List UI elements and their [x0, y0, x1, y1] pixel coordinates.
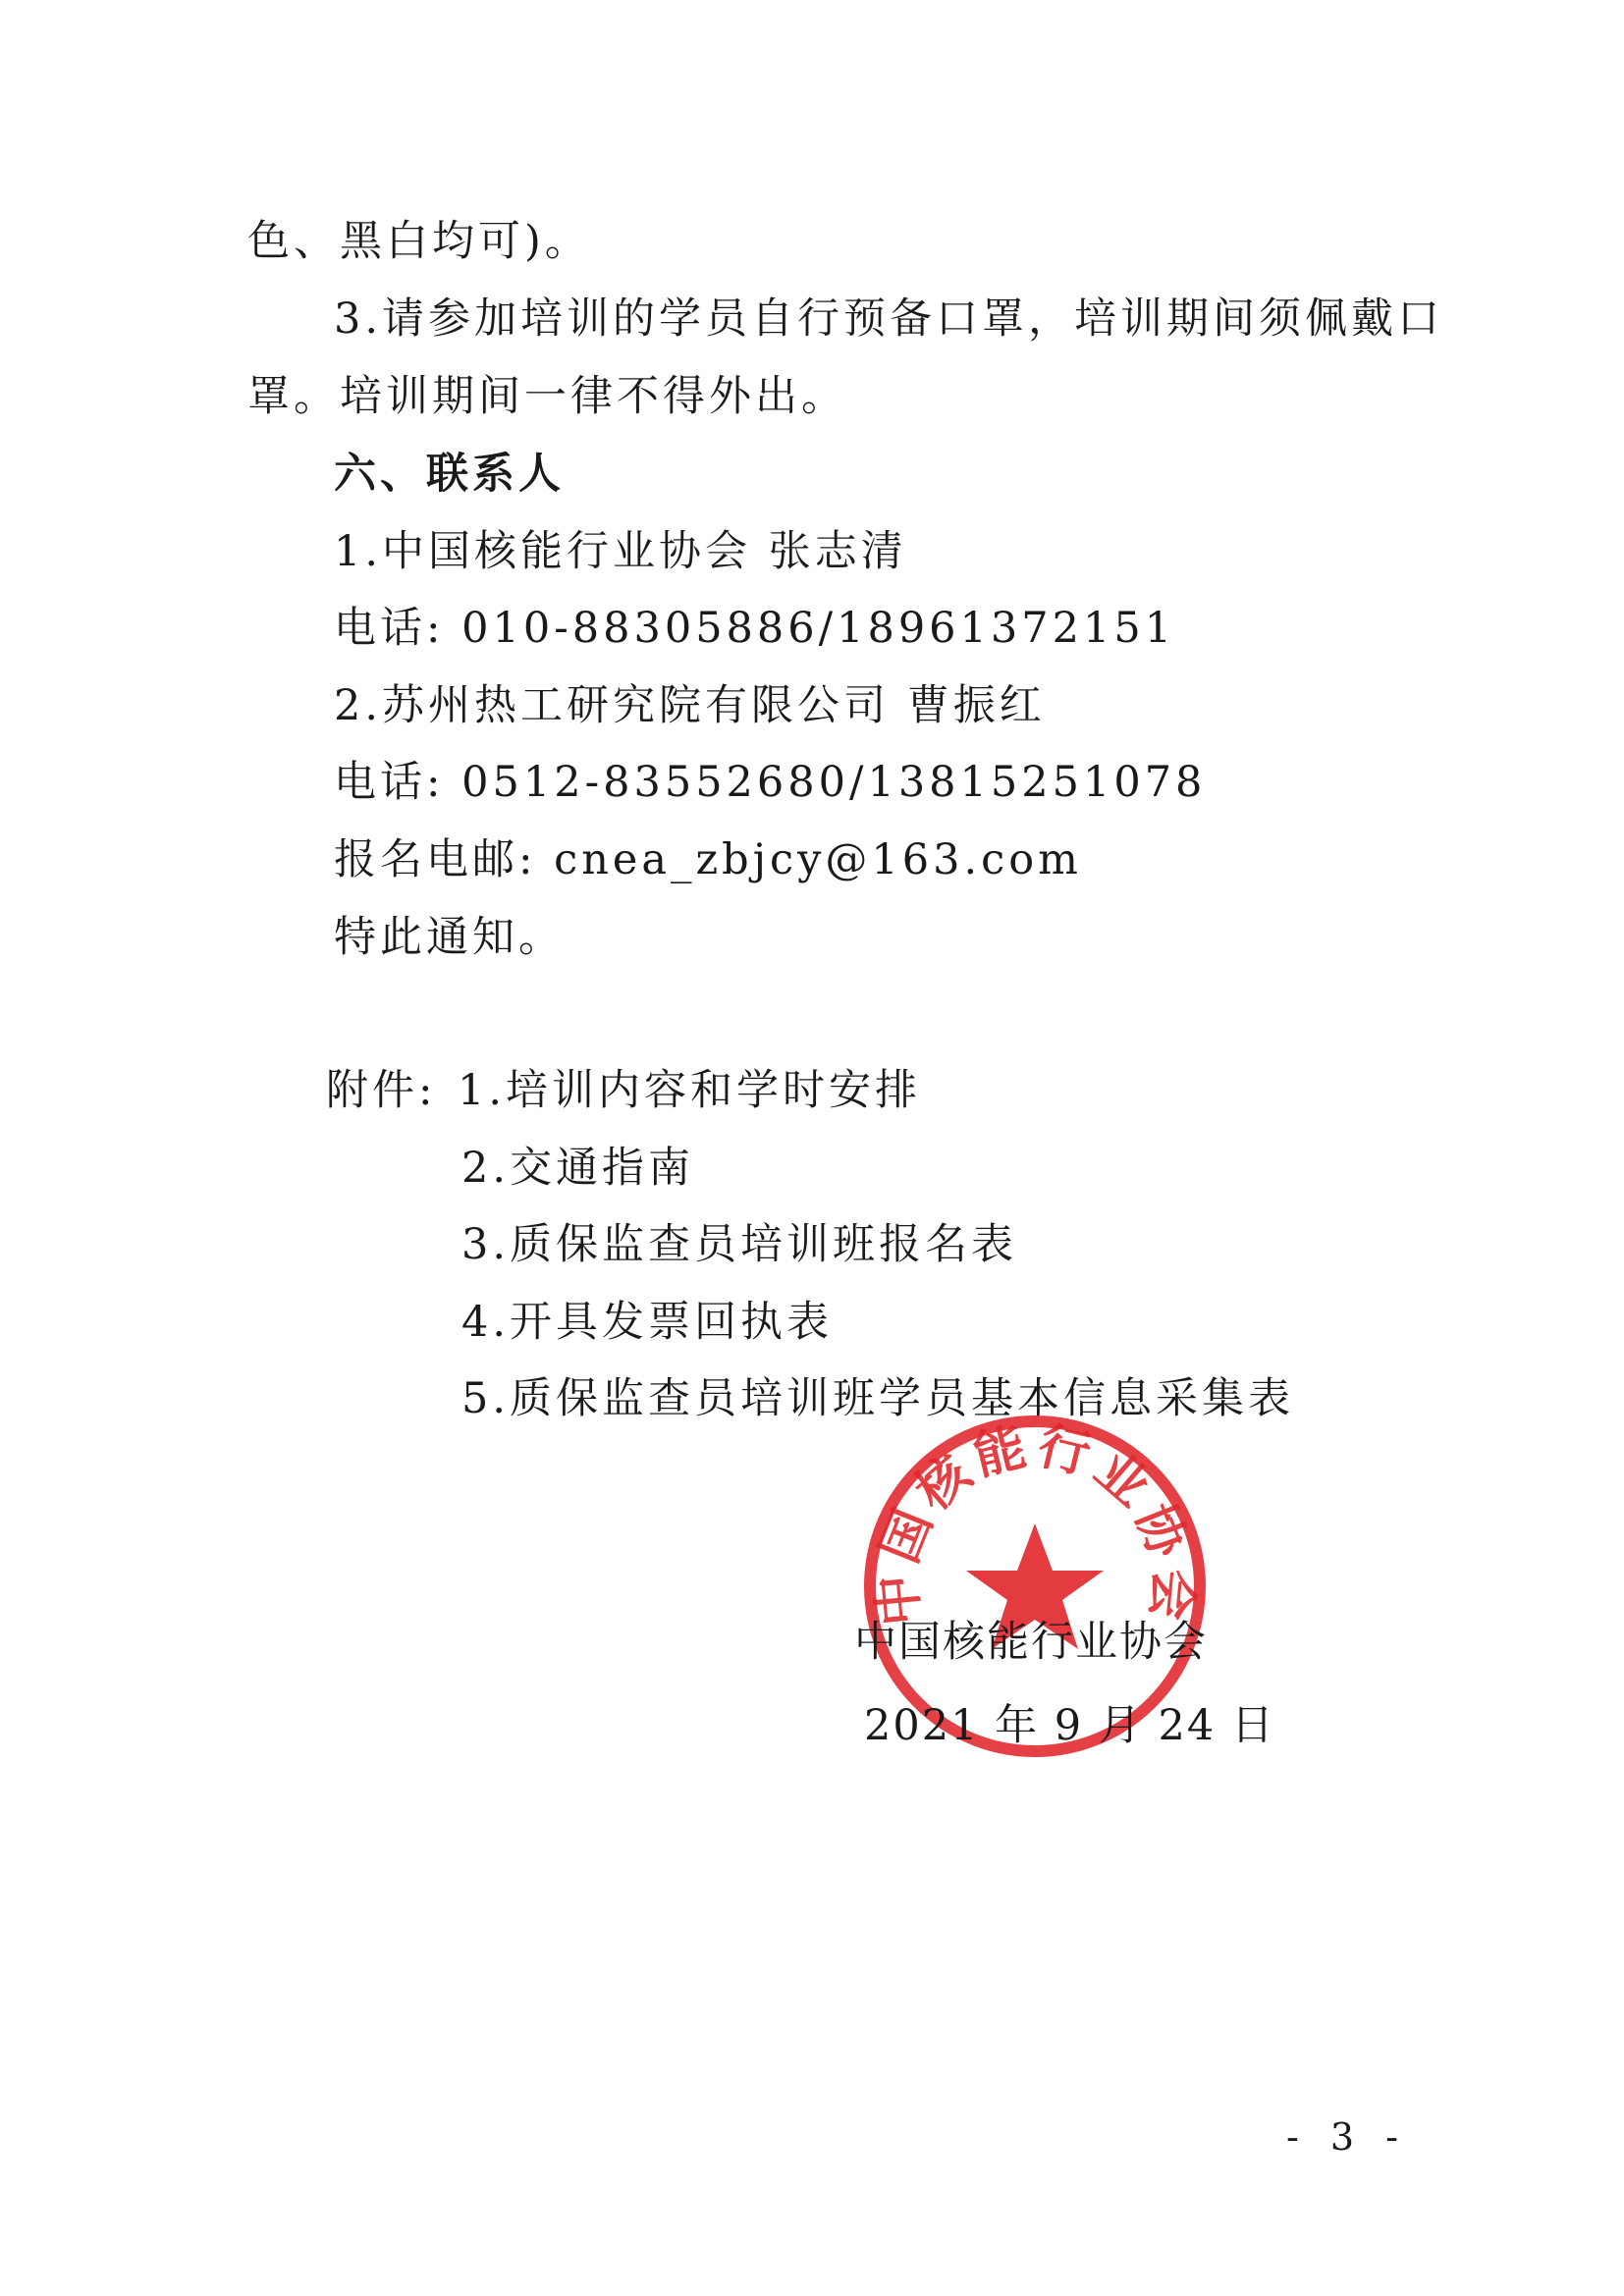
closing-text: 特此通知。: [334, 913, 565, 962]
attachment-item-3: 3.质保监查员培训班报名表: [461, 1220, 1018, 1269]
attachments-label: 附件:: [326, 1066, 437, 1115]
contact-2-name: 2.苏州热工研究院有限公司 曹振红: [334, 681, 1046, 730]
body-line-1: 色、黑白均可)。: [247, 217, 591, 266]
body-line-3: 罩。培训期间一律不得外出。: [247, 372, 847, 421]
contact-1-name: 1.中国核能行业协会 张志清: [334, 527, 907, 576]
svg-text:中国核能行业协会: 中国核能行业协会: [867, 1415, 1203, 1629]
body-line-2: 3.请参加培训的学员自行预备口罩，培训期间须佩戴口: [334, 294, 1444, 344]
attachment-item-1: 1.培训内容和学时安排: [458, 1066, 922, 1115]
page-number: - 3 -: [1286, 2115, 1409, 2159]
attachment-item-2: 2.交通指南: [461, 1144, 695, 1193]
signature-organization: 中国核能行业协会: [854, 1618, 1208, 1667]
contact-1-phone: 电话: 010-88305886/18961372151: [334, 604, 1176, 653]
signature-date: 2021 年 9 月 24 日: [864, 1701, 1275, 1750]
contact-2-phone: 电话: 0512-83552680/13815251078: [334, 758, 1207, 807]
attachment-item-4: 4.开具发票回执表: [461, 1298, 834, 1347]
section-heading-contacts: 六、联系人: [334, 450, 565, 499]
registration-email: 报名电邮: cnea_zbjcy@163.com: [334, 835, 1082, 884]
attachment-item-5: 5.质保监查员培训班学员基本信息采集表: [461, 1374, 1295, 1423]
